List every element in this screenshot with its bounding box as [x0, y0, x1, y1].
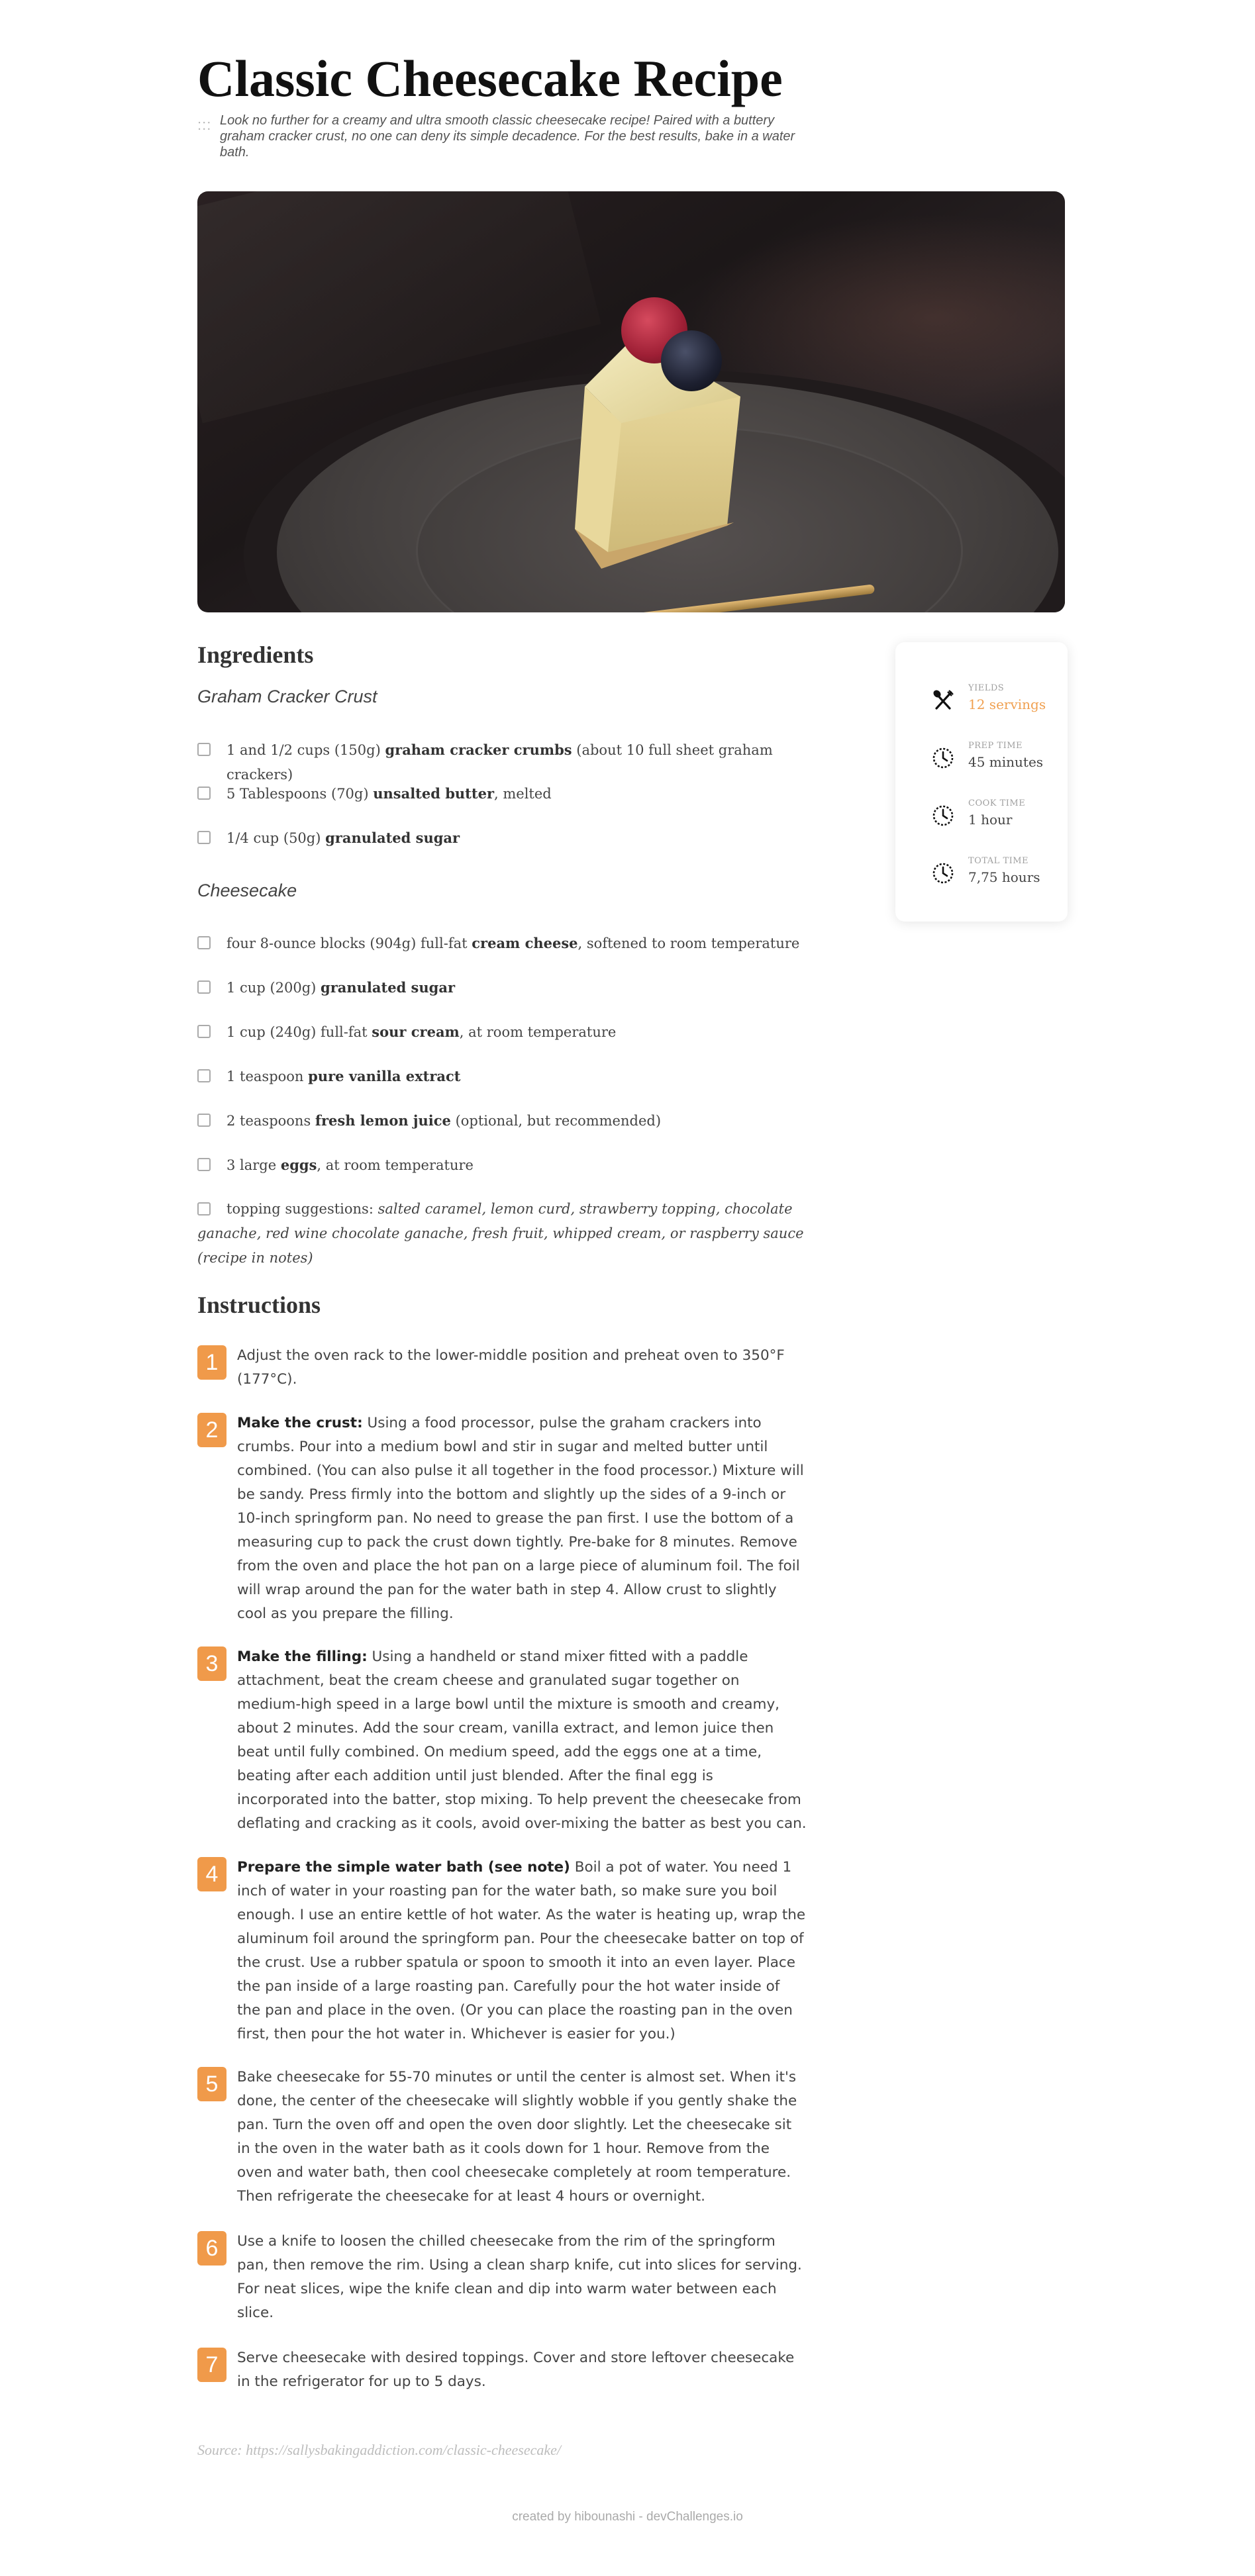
ingredient-checkbox[interactable] [197, 831, 211, 844]
step-text: Serve cheesecake with desired toppings. Cover and store leftover cheesecake in the refrigerator for up to 5 days. [237, 2350, 795, 2390]
intro-block [197, 113, 813, 160]
clock-icon [931, 804, 955, 828]
recipe-meta-card [895, 642, 1068, 922]
ingredients-subheading-cheesecake: Cheesecake [197, 881, 297, 900]
blueberry [661, 330, 722, 391]
meta-yields [931, 682, 1064, 722]
ingredient-checkbox[interactable] [197, 1114, 211, 1127]
ingredient-item[interactable]: 1/4 cup (50g) granulated sugar [197, 826, 813, 851]
intro-text: Look no further for a creamy and ultra smooth classic cheesecake recipe! Paired with a buttery graham cracker crust, no one can deny its simple decadence. For the best results, bake in a water bath. [220, 113, 795, 160]
ingredient-checkbox[interactable] [197, 1025, 211, 1038]
meta-total-time [931, 855, 1064, 894]
instruction-step [197, 1344, 807, 1392]
ingredient-item[interactable]: 5 Tablespoons (70g) unsalted butter, melted [197, 781, 813, 806]
hero-image [197, 191, 1065, 612]
ingredient-checkbox[interactable] [197, 743, 211, 756]
step-text: Use a knife to loosen the chilled cheesecake from the rim of the springform pan, then remove the rim. Using a clean sharp knife, cut into slices for serving. For neat slices, wipe the knife clean and dip into warm water between each slice. [237, 2233, 802, 2321]
instruction-step [197, 2230, 807, 2325]
step-number: 6 [197, 2231, 226, 2266]
step-text: Make the crust: Using a food processor, pulse the graham crackers into crumbs. Pour into a medium bowl and stir in sugar and melted butter until combined. (You can also pulse it all together in the food processor.) Mixture will be sandy. Press firmly into the bottom and slightly up the sides of a 9-inch or 10-inch springform pan. No need to grease the pan first. I use the bottom of a measuring cup to pack the crust down tightly. Pre-bake for 8 minutes. Remove from the oven and place the hot pan on a large piece of aluminum foil. The foil will wrap around the pan for the water bath in step 4. Allow crust to slightly cool as you prepare the filling. [237, 1415, 804, 1622]
meta-label: YIELDS [968, 683, 1005, 693]
footer-credit: created by hibounashi - devChallenges.io [512, 2510, 743, 2524]
meta-value: 1 hour [968, 812, 1013, 828]
meta-prep-time [931, 739, 1064, 779]
step-number: 1 [197, 1345, 226, 1380]
instruction-step [197, 2066, 807, 2209]
source-link[interactable]: Source: https://sallysbakingaddiction.com/classic-cheesecake/ [197, 2442, 562, 2458]
ingredient-item[interactable]: 1 and 1/2 cups (150g) graham cracker crumbs (about 10 full sheet graham crackers) [197, 738, 813, 787]
step-number: 4 [197, 1857, 226, 1891]
ingredients-subheading-crust: Graham Cracker Crust [197, 687, 377, 706]
instruction-step [197, 1645, 807, 1836]
ingredient-item[interactable]: four 8-ounce blocks (904g) full-fat cream cheese, softened to room temperature [197, 931, 813, 956]
ingredient-item[interactable]: topping suggestions: salted caramel, lemon curd, strawberry topping, chocolate ganache, red wine chocolate ganache, fresh fruit, whipped cream, or raspberry sauce (recipe in notes) [197, 1201, 804, 1266]
step-text: Make the filling: Using a handheld or stand mixer fitted with a paddle attachment, beat the cream cheese and granulated sugar together on medium-high speed in a large bowl until the mixture is smooth and creamy, about 2 minutes. Add the sour cream, vanilla extract, and lemon juice then beat until fully combined. On medium speed, add the eggs one at a time, beating after each addition until just blended. After the final egg is incorporated into the batter, stop mixing. To help prevent the cheesecake from deflating and cracking as it cools, avoid over-mixing the batter as best you can. [237, 1648, 807, 1832]
ingredient-checkbox[interactable] [197, 936, 211, 949]
ingredient-checkbox[interactable] [197, 1158, 211, 1171]
instruction-step [197, 2346, 807, 2394]
ingredient-item[interactable]: 1 cup (240g) full-fat sour cream, at room temperature [197, 1020, 813, 1045]
step-number: 2 [197, 1413, 226, 1447]
step-text: Prepare the simple water bath (see note) Boil a pot of water. You need 1 inch of water in your roasting pan for the water bath, so make sure you boil enough. I use an entire kettle of hot water. As the water is heating up, wrap the aluminum foil around the springform pan. Pour the cheesecake batter on top of the crust. Use a rubber spatula or spoon to smooth it into an even layer. Place the pan inside of a large roasting pan. Carefully pour the hot water inside of the pan and place in the oven. (Or you can place the roasting pan in the oven first, then pour the hot water in. Whichever is easier for you.) [237, 1859, 806, 2042]
meta-value: 45 minutes [968, 754, 1044, 770]
page-title: Classic Cheesecake Recipe [197, 50, 783, 107]
step-text: Adjust the oven rack to the lower-middle position and preheat oven to 350°F (177°C). [237, 1347, 785, 1388]
ingredient-item[interactable]: 1 teaspoon pure vanilla extract [197, 1064, 813, 1089]
ingredient-item[interactable]: 2 teaspoons fresh lemon juice (optional, but recommended) [197, 1108, 813, 1133]
ingredients-heading: Ingredients [197, 642, 314, 668]
step-number: 5 [197, 2067, 226, 2101]
ingredient-checkbox[interactable] [197, 787, 211, 800]
clock-icon [931, 861, 955, 885]
clock-icon [931, 746, 955, 770]
intro-marker: ::: [197, 117, 212, 133]
meta-value: 12 servings [968, 696, 1046, 712]
meta-value: 7,75 hours [968, 869, 1040, 885]
ingredient-checkbox[interactable] [197, 980, 211, 994]
ingredient-item[interactable]: 1 cup (200g) granulated sugar [197, 975, 813, 1000]
ingredient-checkbox[interactable] [197, 1069, 211, 1082]
ingredient-checkbox[interactable] [197, 1202, 211, 1216]
meta-cook-time [931, 797, 1064, 837]
ingredient-item[interactable]: 3 large eggs, at room temperature [197, 1153, 813, 1178]
instructions-heading: Instructions [197, 1292, 321, 1318]
meta-label: TOTAL TIME [968, 856, 1029, 866]
meta-label: PREP TIME [968, 741, 1023, 751]
meta-label: COOK TIME [968, 798, 1026, 808]
instruction-step [197, 1856, 807, 2046]
step-number: 3 [197, 1646, 226, 1681]
step-text: Bake cheesecake for 55-70 minutes or until the center is almost set. When it's done, the center of the cheesecake will slightly wobble if you gently shake the pan. Turn the oven off and open the oven door slightly. Let the cheesecake sit in the oven in the water bath as it cools down for 1 hour. Remove from the oven and water bath, then cool cheesecake completely at room temperature. Then refrigerate the cheesecake for at least 4 hours or overnight. [237, 2069, 797, 2205]
step-number: 7 [197, 2348, 226, 2382]
instruction-step [197, 1411, 807, 1626]
utensils-icon [931, 689, 955, 712]
